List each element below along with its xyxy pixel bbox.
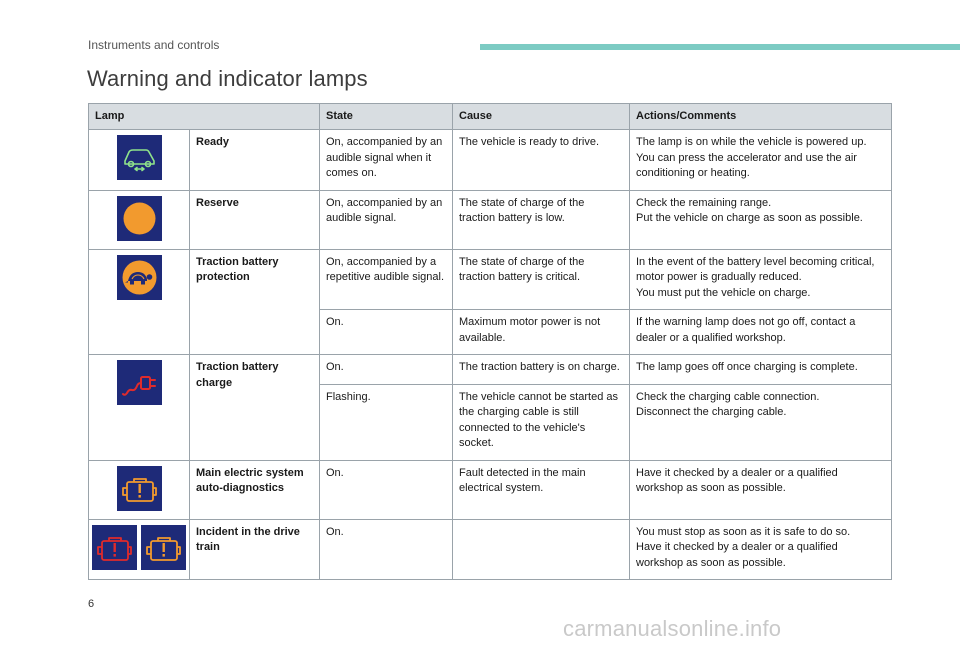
lamp-state: On, accompanied by a repetitive audible signal. — [320, 249, 453, 310]
header-accent-bar — [480, 44, 960, 50]
watermark: carmanualsonline.info — [563, 616, 782, 641]
lamp-icon-cell — [89, 190, 190, 249]
turtle-icon — [117, 255, 162, 300]
lamp-icon-cell — [89, 460, 190, 519]
lamp-actions: Check the charging cable connection. Disconnect the charging cable. — [630, 384, 892, 460]
table-row — [89, 130, 892, 191]
lamp-icon-cell — [89, 130, 190, 191]
table-row — [89, 460, 892, 519]
column-header-lamp: Lamp — [89, 104, 320, 130]
lamp-name: Incident in the drive train — [190, 519, 320, 580]
reserve-circle-icon — [117, 196, 162, 241]
lamp-state: On. — [320, 519, 453, 580]
lamp-cause: The vehicle cannot be started as the charging cable is still connected to the vehicle's socket. — [453, 384, 630, 460]
table-row — [89, 190, 892, 249]
table-row — [89, 249, 892, 310]
lamp-actions: If the warning lamp does not go off, contact a dealer or a qualified workshop. — [630, 310, 892, 355]
lamps-table — [88, 103, 892, 580]
table-header-row — [89, 104, 892, 130]
table-row — [89, 355, 892, 385]
lamp-state: On, accompanied by an audible signal when it comes on. — [320, 130, 453, 191]
lamp-icon-cell — [89, 519, 190, 580]
motor-warning-orange-icon — [117, 466, 162, 511]
lamp-state: On. — [320, 355, 453, 385]
motor-warning-orange-icon — [141, 525, 186, 570]
lamp-cause: The state of charge of the traction battery is low. — [453, 190, 630, 249]
lamp-cause: Fault detected in the main electrical system. — [453, 460, 630, 519]
lamp-actions: In the event of the battery level becoming critical, motor power is gradually reduced. You must put the vehicle on charge. — [630, 249, 892, 310]
table-row — [89, 519, 892, 580]
lamp-actions: Have it checked by a dealer or a qualified workshop as soon as possible. — [630, 460, 892, 519]
lamp-actions: The lamp is on while the vehicle is powered up. You can press the accelerator and use the air conditioning or heating. — [630, 130, 892, 191]
motor-warning-red-icon — [92, 525, 137, 570]
lamp-cause: Maximum motor power is not available. — [453, 310, 630, 355]
lamp-actions: The lamp goes off once charging is complete. — [630, 355, 892, 385]
lamp-actions: Check the remaining range. Put the vehicle on charge as soon as possible. — [630, 190, 892, 249]
section-header: Instruments and controls — [88, 38, 220, 52]
lamp-icon-cell — [89, 249, 190, 355]
lamp-name: Traction battery charge — [190, 355, 320, 461]
lamp-cause: The state of charge of the traction battery is critical. — [453, 249, 630, 310]
lamp-state: On. — [320, 460, 453, 519]
lamp-name: Reserve — [190, 190, 320, 249]
column-header-actions: Actions/Comments — [630, 104, 892, 130]
lamp-state: Flashing. — [320, 384, 453, 460]
page-number: 6 — [88, 598, 95, 610]
charging-plug-icon — [117, 360, 162, 405]
lamp-name: Ready — [190, 130, 320, 191]
column-header-state: State — [320, 104, 453, 130]
lamp-cause — [453, 519, 630, 580]
lamp-cause: The traction battery is on charge. — [453, 355, 630, 385]
lamp-state: On, accompanied by an audible signal. — [320, 190, 453, 249]
lamp-actions: You must stop as soon as it is safe to do so. Have it checked by a dealer or a qualified workshop as soon as possible. — [630, 519, 892, 580]
lamp-name: Main electric system auto-diagnostics — [190, 460, 320, 519]
lamp-name: Traction battery protection — [190, 249, 320, 355]
page-title: Warning and indicator lamps — [87, 66, 368, 91]
lamp-cause: The vehicle is ready to drive. — [453, 130, 630, 191]
ready-car-icon — [117, 135, 162, 180]
column-header-cause: Cause — [453, 104, 630, 130]
lamp-icon-cell — [89, 355, 190, 461]
lamp-state: On. — [320, 310, 453, 355]
